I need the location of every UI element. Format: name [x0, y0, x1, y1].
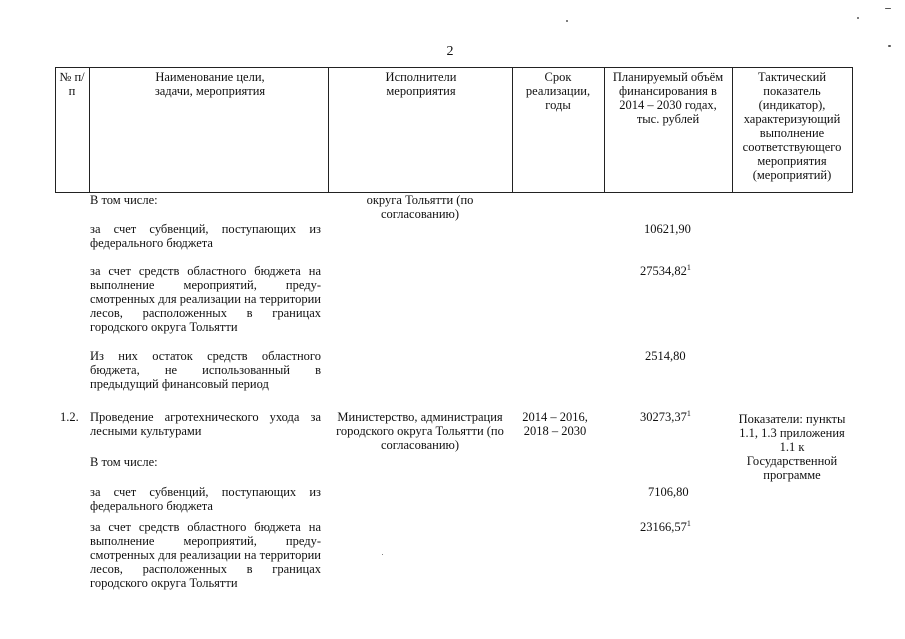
scan-speck [885, 8, 891, 9]
scan-speck [382, 554, 383, 555]
header-num: № п/п [59, 70, 85, 98]
row-executor-continued: округа Тольятти (по согласованию) [366, 193, 474, 221]
row-regional-budget: за счет средств областного бюджета на выполнение мероприятий, преду-смотренных для реализации на территории лесов, расположенных в границах городского округа Тольятти [90, 520, 321, 590]
header-indicator: Тактический показатель (индикатор), характеризующий выполнение соответствующего мероприятия (мероприятий) [742, 70, 842, 182]
row-executors: Министерство, администрация городского округа Тольятти (по согласованию) [336, 410, 504, 452]
row-number: 1.2. [60, 410, 79, 424]
row-regional-budget: за счет средств областного бюджета на выполнение мероприятий, преду-смотренных для реализации на территории лесов, расположенных в границах городского округа Тольятти [90, 264, 321, 334]
row-unused-balance: Из них остаток средств областного бюджета, не использованный в предыдущий финансовый период [90, 349, 321, 391]
row-activity-name: Проведение агротехнического ухода за лесными культурами [90, 410, 321, 438]
row-activity-amount: 30273,37$^1$ [640, 409, 691, 424]
row-federal-subventions: за счет субвенций, поступающих из федерального бюджета [90, 222, 321, 250]
row-federal-amount: 10621,90 [644, 222, 691, 236]
footnote-mark: 1 [686, 263, 691, 272]
scan-speck [888, 45, 891, 47]
row-regional-amount: 23166,57$^1$ [640, 519, 691, 534]
header-executors: Исполнители мероприятия [385, 70, 457, 98]
header-name: Наименование цели, задачи, мероприятия [154, 70, 266, 98]
row-term: 2014 – 2016, 2018 – 2030 [522, 410, 588, 438]
scan-speck [857, 17, 859, 19]
header-financing: Планируемый объём финансирования в 2014 – 2030 годах, тыс. рублей [612, 70, 724, 126]
row-regional-amount: 27534,82$^1$ [640, 263, 691, 278]
row-including-label: В том числе: [90, 455, 158, 469]
footnote-mark: 1 [686, 409, 691, 418]
row-including-label: В том числе: [90, 193, 158, 207]
scan-speck [566, 20, 568, 22]
row-indicators: Показатели: пункты 1.1, 1.3 приложения 1.1 к Государственной программе [738, 412, 846, 482]
row-federal-amount: 7106,80 [648, 485, 689, 499]
footnote-mark: 1 [686, 519, 691, 528]
row-unused-amount: 2514,80 [645, 349, 686, 363]
page-number: 2 [446, 44, 454, 59]
header-term: Срок реализации, годы [525, 70, 591, 112]
row-federal-subventions: за счет субвенций, поступающих из федерального бюджета [90, 485, 321, 513]
